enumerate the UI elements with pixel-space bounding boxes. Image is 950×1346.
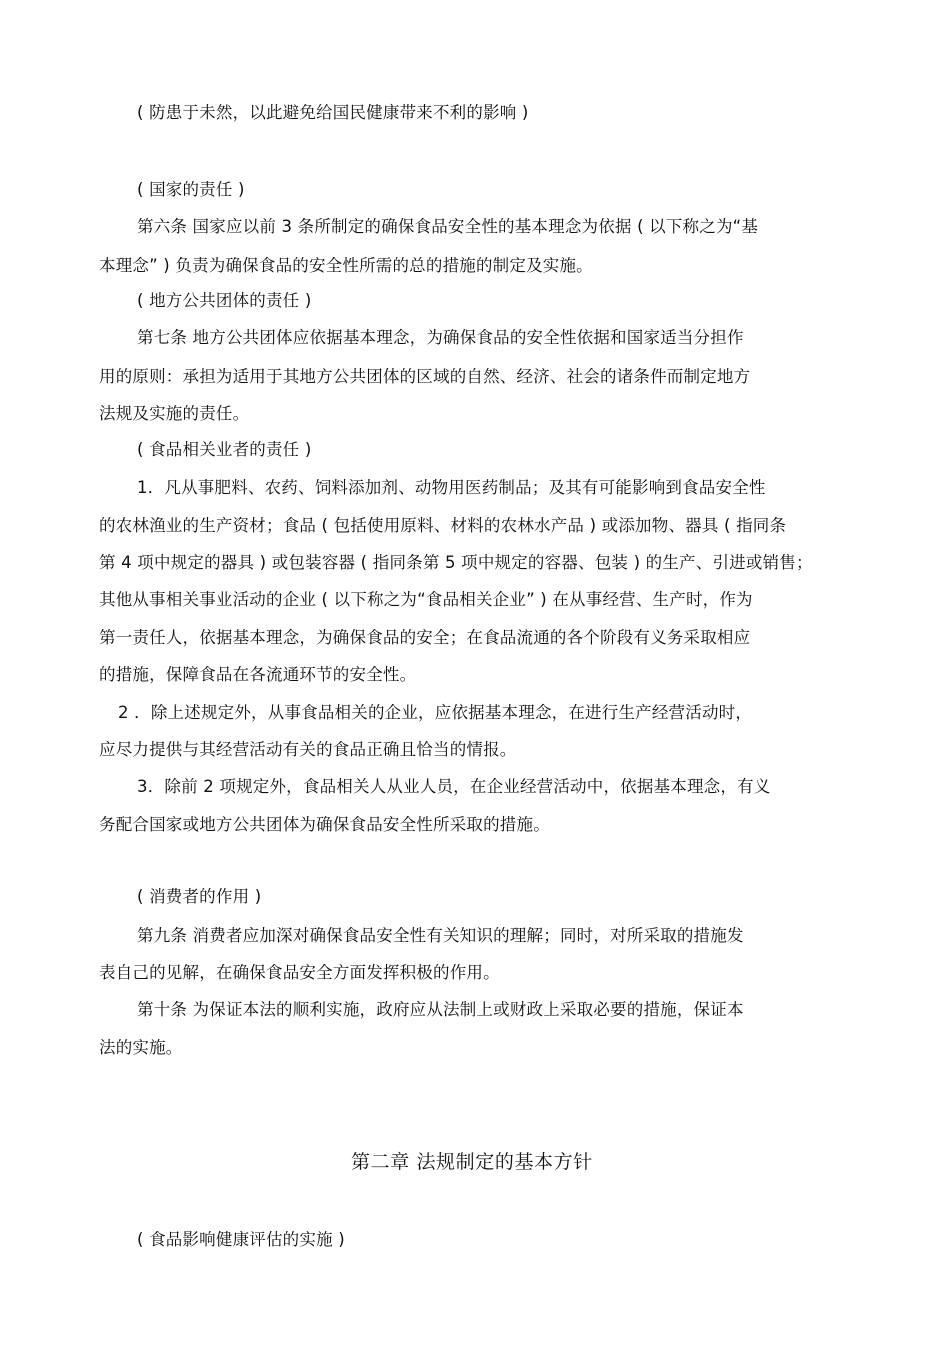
- section-heading: ( 消费者的作用 ): [137, 887, 262, 906]
- paragraph-line: 本理念” ) 负责为确保食品的安全性所需的总的措施的制定及实施。: [99, 256, 593, 275]
- paragraph-line: 用的原则：承担为适用于其地方公共团体的区域的自然、经济、社会的诸条件而制定地方: [99, 367, 751, 386]
- paragraph-line: 2 ．除上述规定外，从事食品相关的企业，应依据基本理念，在进行生产经营活动时，: [118, 703, 753, 722]
- paragraph-line: 的农林渔业的生产资材；食品 ( 包括使用原料、材料的农林水产品 ) 或添加物、器具 ( 指同条: [99, 516, 787, 535]
- paragraph-line: 第九条 消费者应加深对确保食品安全性有关知识的理解；同时，对所采取的措施发: [137, 926, 744, 945]
- paragraph-line: 第六条 国家应以前 3 条所制定的确保食品安全性的基本理念为依据 ( 以下称之为“基: [137, 217, 759, 236]
- paragraph-line: 第 4 项中规定的器具 ) 或包装容器 ( 指同条第 5 项中规定的容器、包装 ) 的生产、引进或销售；: [99, 553, 813, 572]
- section-heading: ( 国家的责任 ): [137, 180, 245, 199]
- paragraph-line: ( 防患于未然，以此避免给国民健康带来不利的影响 ): [137, 103, 529, 122]
- paragraph-line: 1．凡从事肥料、农药、饲料添加剂、动物用医药制品；及其有可能影响到食品安全性: [137, 478, 766, 497]
- chapter-title: 第二章 法规制定的基本方针: [351, 1151, 593, 1173]
- paragraph-line: 3．除前 2 项规定外，食品相关人从业人员，在企业经营活动中，依据基本理念，有义: [137, 777, 771, 796]
- paragraph-line: 法规及实施的责任。: [99, 404, 250, 423]
- paragraph-line: 第一责任人，依据基本理念，为确保食品的安全；在食品流通的各个阶段有义务采取相应: [99, 628, 751, 647]
- paragraph-line: 法的实施。: [99, 1038, 183, 1057]
- section-heading: ( 地方公共团体的责任 ): [137, 291, 312, 310]
- paragraph-line: 务配合国家或地方公共团体为确保食品安全性所采取的措施。: [99, 815, 550, 834]
- paragraph-line: 表自己的见解，在确保食品安全方面发挥积极的作用。: [99, 963, 500, 982]
- paragraph-line: 的措施，保障食品在各流通环节的安全性。: [99, 665, 417, 684]
- section-heading: ( 食品相关业者的责任 ): [137, 440, 312, 459]
- paragraph-line: 第七条 地方公共团体应依据基本理念，为确保食品的安全性依据和国家适当分担作: [137, 328, 744, 347]
- paragraph-line: 其他从事相关事业活动的企业 ( 以下称之为“食品相关企业” ) 在从事经营、生产时，作为: [99, 590, 753, 609]
- paragraph-line: 第十条 为保证本法的顺利实施，政府应从法制上或财政上采取必要的措施，保证本: [137, 1000, 744, 1019]
- paragraph-line: 应尽力提供与其经营活动有关的食品正确且恰当的情报。: [99, 740, 517, 759]
- section-heading: ( 食品影响健康评估的实施 ): [137, 1230, 345, 1249]
